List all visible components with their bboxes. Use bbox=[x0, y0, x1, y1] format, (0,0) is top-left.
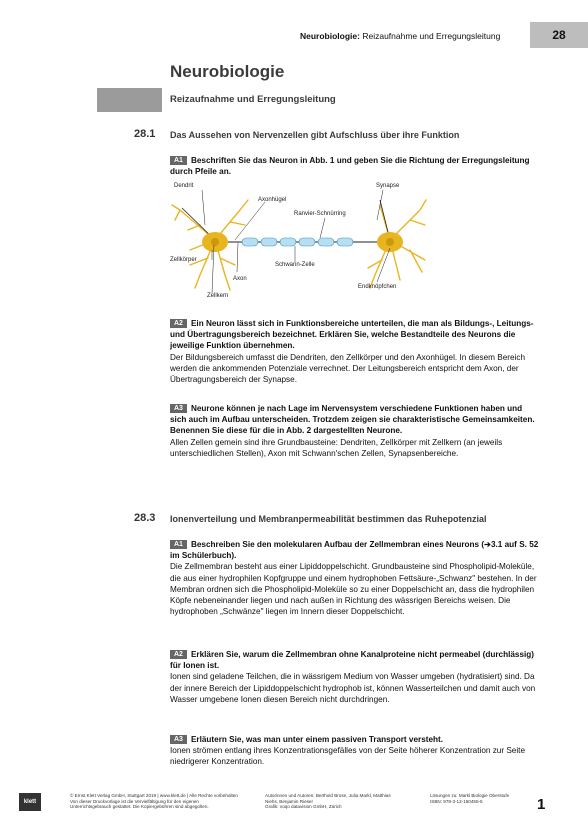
footer-line: Autorinnen und Autoren: Berthold Brose, Julia Markl, Matthias bbox=[265, 793, 391, 798]
label-dendrit: Dendrit bbox=[174, 183, 194, 189]
task-question: Beschreiben Sie den molekularen Aufbau der Zellmembran eines Neurons (➔3.1 auf S. 52 im Schülerbuch). bbox=[170, 540, 539, 561]
task-badge: A1 bbox=[170, 540, 187, 549]
header-bold: Neurobiologie: bbox=[300, 31, 360, 41]
label-zellkern: Zellkern bbox=[207, 293, 229, 299]
label-axonhuegel: Axonhügel bbox=[258, 197, 287, 203]
page-title: Neurobiologie bbox=[170, 62, 285, 81]
task-question: Beschriften Sie das Neuron in Abb. 1 und geben Sie die Richtung der Erregungsleitung durch Pfeile an. bbox=[170, 156, 530, 177]
neuron-figure bbox=[170, 180, 430, 302]
sidebar-bar bbox=[97, 88, 162, 112]
task-b1 bbox=[170, 539, 540, 617]
footer-copyright bbox=[70, 793, 238, 810]
task-question: Erläutern Sie, was man unter einem passiven Transport versteht. bbox=[190, 735, 444, 744]
label-axon: Axon bbox=[233, 276, 247, 282]
task-a3 bbox=[170, 403, 540, 459]
footer-line: Niehs, Benjamin Rieser bbox=[265, 798, 313, 804]
task-answer: Die Zellmembran besteht aus einer Lipiddoppelschicht. Grundbausteine sind Phospholipid-Moleküle, die aus einer hydrophilen Kopfgruppe und einem hydrophoben Fettsäure-„Schwanz" bestehen. In der Membran ordnen sich die Phospholipid-Moleküle so zu einer Doppelschicht an, dass die hydrophilen Köpfe nebeneinander liegen und nach außen in Richtung des wässrigen Bereichs weisen. Die hydrophoben „Schwänze" liegen im Innern dieser Doppelschicht. bbox=[170, 562, 537, 617]
footer-authors bbox=[265, 793, 391, 810]
task-b2 bbox=[170, 649, 540, 705]
task-answer: Ionen strömen entlang ihres Konzentrationsgefälles von der Seite höherer Konzentration zur Seite niedrigerer Konzentration. bbox=[170, 746, 526, 767]
page-number: 1 bbox=[537, 796, 546, 813]
klett-logo: klett bbox=[19, 793, 41, 811]
label-ranvier: Ranvier-Schnürring bbox=[294, 211, 346, 217]
running-header bbox=[300, 31, 500, 41]
section-number: 28.3 bbox=[134, 512, 156, 524]
task-badge: A2 bbox=[170, 319, 187, 328]
label-endknoepfchen: Endknöpfchen bbox=[358, 284, 397, 290]
label-synapse: Synapse bbox=[376, 183, 400, 189]
task-question: Ein Neuron lässt sich in Funktionsbereiche unterteilen, die man als Bildungs-, Leitungs- und Übertragungsbereich bezeichnet. Erklären Sie, welche Bestandteile des Neurons die jeweilige Funktion übernehmen. bbox=[170, 319, 534, 351]
task-answer: Der Bildungsbereich umfasst die Dendriten, den Zellkörper und den Axonhügel. In diesem Bereich werden die ankommenden Potenziale verrechnet. Der Leitungsbereich entspricht dem Axon, der Übertragungsbereich der Synapse. bbox=[170, 352, 525, 385]
task-badge: A1 bbox=[170, 156, 187, 165]
task-a1 bbox=[170, 155, 540, 177]
task-badge: A3 bbox=[170, 735, 187, 744]
task-question: Neurone können je nach Lage im Nervensystem verschiedene Funktionen haben und sich auch im Aufbau unterscheiden. Trotzdem zeigen sie charakteristische Gemeinsamkeiten. Benennen Sie diese für die in Abb. 2 dargestellten Neurone. bbox=[170, 404, 535, 436]
label-zellkoerper: Zellkörper bbox=[170, 257, 197, 263]
chapter-number-box: 28 bbox=[530, 22, 588, 48]
footer-line: Unterrichtsgebrauch gestattet. Die Kopiergebühren sind abgegolten. bbox=[70, 804, 209, 810]
footer-line: Von dieser Druckvorlage ist die Vervielfältigung für den eigenen bbox=[70, 798, 199, 804]
task-question: Erklären Sie, warum die Zellmembran ohne Kanalproteine nicht permeabel (durchlässig) für Ionen ist. bbox=[170, 650, 535, 671]
footer-line: ISBN: 978-3-12-150455-5 bbox=[430, 798, 483, 804]
footer-line: Lösungen zu: Markl Biologie Oberstufe bbox=[430, 793, 510, 798]
section-title: Ionenverteilung und Membranpermeabilität bestimmen das Ruhepotenzial bbox=[170, 514, 487, 524]
page-subtitle: Reizaufnahme und Erregungsleitung bbox=[170, 94, 336, 105]
task-badge: A3 bbox=[170, 404, 187, 413]
task-answer: Allen Zellen gemein sind ihre Grundbausteine: Dendriten, Zellkörper mit Zellkern (an jeweils unterschiedlichen Stellen), Axon mit Schwann'schen Zellen, Synapsenbereiche. bbox=[170, 437, 503, 458]
task-b3 bbox=[170, 734, 540, 768]
footer-line: Grafik: voqo datavision GmbH, Zürich bbox=[265, 804, 342, 810]
footer-line: © Ernst Klett Verlag GmbH, Stuttgart 2019 | www.klett.de | Alle Rechte vorbehalten bbox=[70, 793, 238, 798]
section-number: 28.1 bbox=[134, 128, 156, 140]
header-rest: Reizaufnahme und Erregungsleitung bbox=[359, 31, 501, 41]
label-schwann: Schwann-Zelle bbox=[275, 262, 315, 268]
footer-isbn bbox=[430, 793, 509, 804]
task-badge: A2 bbox=[170, 650, 187, 659]
task-answer: Ionen sind geladene Teilchen, die in wässrigem Medium von Wasser umgeben (hydratisiert) sind. Da der innere Bereich der Lipiddoppelschicht hydrophob ist, können Wasserteilchen und damit auch von Wasser umgebene Ionen diesen Bereich nicht durchdringen. bbox=[170, 672, 536, 704]
task-a2 bbox=[170, 318, 540, 385]
section-title: Das Aussehen von Nervenzellen gibt Aufschluss über ihre Funktion bbox=[170, 130, 460, 140]
